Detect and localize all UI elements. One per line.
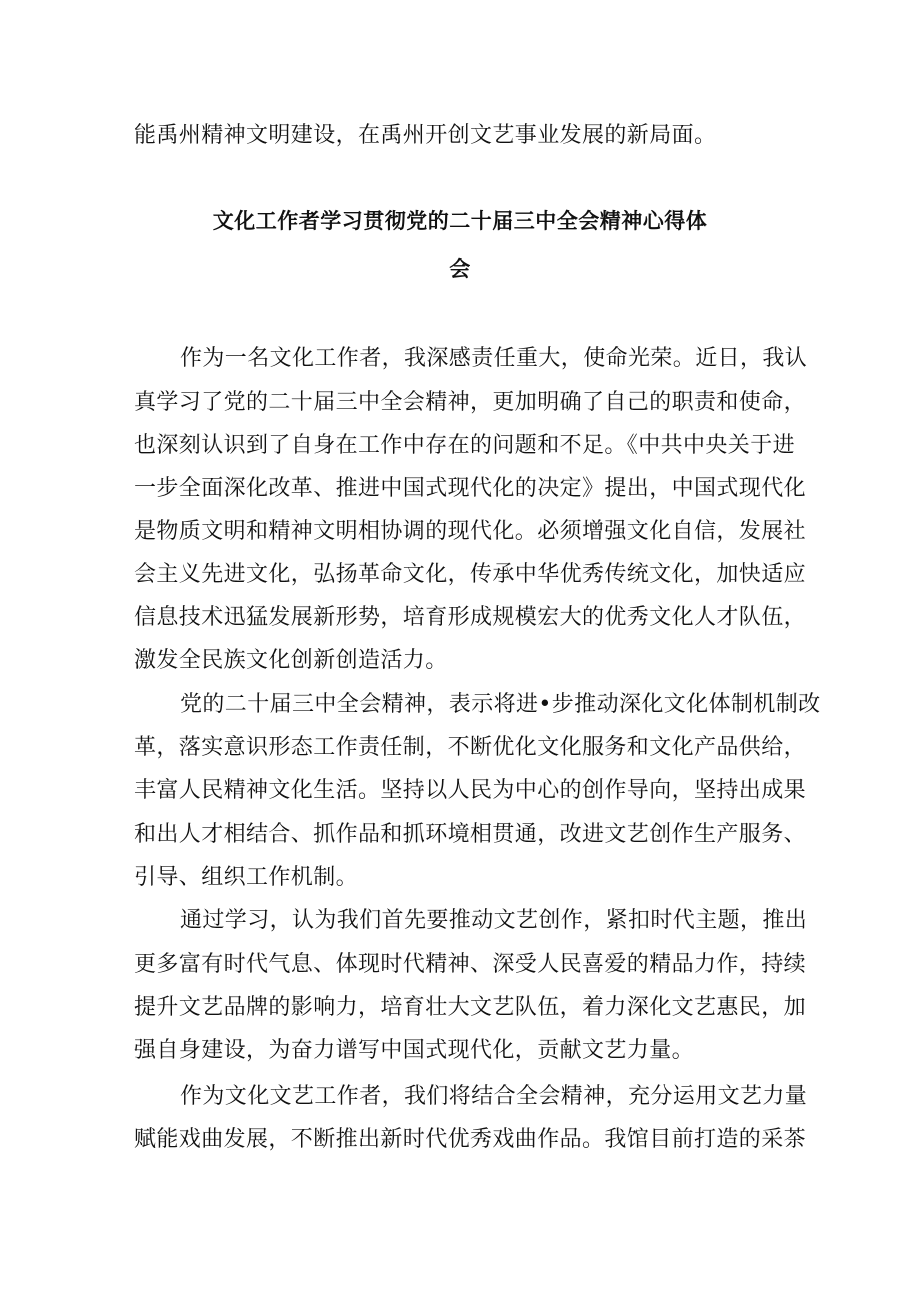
paragraph-line: 作为文化文艺工作者，我们将结合全会精神，充分运用文艺力量 <box>180 1084 808 1109</box>
paragraph-line: 也深刻认识到了自身在工作中存在的问题和不足。《中共中央关于进 <box>134 433 796 458</box>
paragraph-line: 真学习了党的二十届三中全会精神，更加明确了自己的职责和使命， <box>134 390 807 415</box>
paragraph-line: 丰富人民精神文化生活。坚持以人民为中心的创作导向，坚持出成果 <box>134 778 807 803</box>
article-title-line-2: 会 <box>449 257 471 281</box>
paragraph-line: 激发全民族文化创新创造活力。 <box>134 648 448 673</box>
paragraph-line: 革，落实意识形态工作责任制，不断优化文化服务和文化产品供给， <box>134 735 807 760</box>
paragraph-line: 赋能戏曲发展，不断推出新时代优秀戏曲作品。我馆目前打造的采茶 <box>134 1127 807 1152</box>
paragraph-line: 强自身建设，为奋力谱写中国式现代化，贡献文艺力量。 <box>134 1038 695 1063</box>
paragraph-line: 更多富有时代气息、体现时代精神、深受人民喜爱的精品力作，持续 <box>134 952 807 977</box>
paragraph-line: 党的二十届三中全会精神，表示将进•步推动深化文化体制机制改 <box>180 692 821 717</box>
paragraph-line: 一步全面深化改革、推进中国式现代化的决定》提出，中国式现代化 <box>134 476 807 501</box>
paragraph-line: 提升文艺品牌的影响力，培育壮大文艺队伍，着力深化文艺惠民，加 <box>134 995 807 1020</box>
intro-line: 能禹州精神文明建设，在禹州开创文艺事业发展的新局面。 <box>134 123 717 148</box>
paragraph-line: 作为一名文化工作者，我深感责任重大，使命光荣。近日，我认 <box>180 346 808 371</box>
paragraph-line: 信息技术迅猛发展新形势，培育形成规模宏大的优秀文化人才队伍， <box>134 605 807 630</box>
article-title-line-1: 文化工作者学习贯彻党的二十届三中全会精神心得体 <box>212 209 708 233</box>
paragraph-line: 和出人才相结合、抓作品和抓环境相贯通，改进文艺创作生产服务、 <box>134 822 807 847</box>
paragraph-line: 引导、组织工作机制。 <box>134 865 359 890</box>
paragraph-line: 是物质文明和精神文明相协调的现代化。必须增强文化自信，发展社 <box>134 519 807 544</box>
paragraph-line: 会主义先进文化，弘扬革命文化，传承中华优秀传统文化，加快适应 <box>134 562 807 587</box>
paragraph-line: 通过学习，认为我们首先要推动文艺创作，紧扣时代主题，推出 <box>180 908 808 933</box>
